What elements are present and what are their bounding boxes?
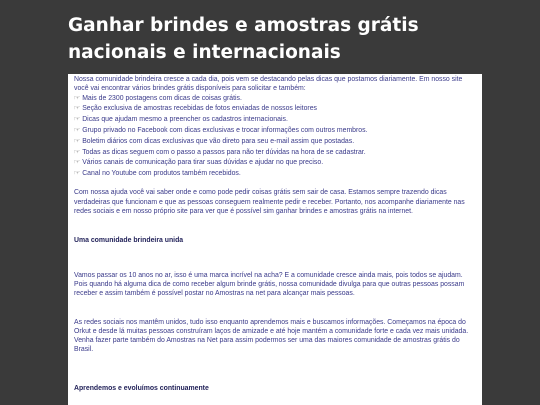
list-item bbox=[74, 126, 476, 135]
page-title: Ganhar brindes e amostras grátis nacionais e internacionais bbox=[68, 15, 419, 63]
pointing-hand-icon: ☞ bbox=[74, 104, 81, 113]
pointing-hand-icon: ☞ bbox=[74, 169, 81, 178]
paragraph-2: Com nossa ajuda você vai saber onde e como pode pedir coisas grátis sem sair de casa. Estamos sempre trazendo dicas verdadeiras que funcionam e que as pessoas conseguem realmente pedir e receber. Portanto, nos acompanhe diariamente nas redes sociais e em nosso próprio site para ver que é possível sim ganhar brindes e amostras grátis na internet. bbox=[74, 189, 465, 216]
section-heading-2: Aprendemos e evoluímos continuamente bbox=[74, 384, 209, 392]
pointing-hand-icon: ☞ bbox=[74, 93, 81, 102]
article-content bbox=[68, 74, 482, 405]
features-list bbox=[74, 94, 476, 179]
pointing-hand-icon: ☞ bbox=[74, 158, 81, 167]
paragraph-4: As redes sociais nos mantêm unidos, tudo isso enquanto aprendemos mais e buscamos informações. Começamos na época do Orkut e desde lá muitas pessoas construíram laços de amizade e até hoje mantém a comunidade forte e cada vez mais unidada. Venha fazer parte também do Amostras na Net para assim podermos ser uma das maiores comunidade de amostras grátis do Brasil. bbox=[74, 318, 469, 354]
list-item-text: Canal no Youtube com produtos também recebidos. bbox=[82, 170, 241, 178]
list-item-text: Dicas que ajudam mesmo a preencher os cadastros internacionais. bbox=[82, 116, 288, 124]
pointing-hand-icon: ☞ bbox=[74, 125, 81, 134]
list-item bbox=[74, 148, 476, 157]
list-item-text: Grupo privado no Facebook com dicas exclusivas e trocar informações com outros membros. bbox=[82, 126, 368, 134]
pointing-hand-icon: ☞ bbox=[74, 147, 81, 156]
list-item bbox=[74, 169, 476, 178]
list-item-text: Vários canais de comunicação para tirar suas dúvidas e ajudar no que preciso. bbox=[82, 159, 324, 167]
list-item-text: Todas as dicas seguem com o passo a passos para não ter dúvidas na hora de se cadastrar. bbox=[82, 148, 366, 156]
list-item bbox=[74, 158, 476, 167]
pointing-hand-icon: ☞ bbox=[74, 115, 81, 124]
list-item bbox=[74, 94, 476, 103]
list-item-text: Mais de 2300 postagens com dicas de coisas grátis. bbox=[82, 94, 242, 102]
paragraph-3: Vamos passar os 10 anos no ar, isso é uma marca incrível na acha? E a comunidade cresce ainda mais, pois todos se ajudam. Pois quando há alguma dica de como receber algum brinde grátis, nossa comunidade divulga para que outras pessoas possam receber e assim também é possível postar no Amostras na net para alcançar mais pessoas. bbox=[74, 271, 465, 298]
list-item-text: Seção exclusiva de amostras recebidas de fotos enviadas de nossos leitores bbox=[82, 105, 317, 113]
intro-paragraph: Nossa comunidade brindeira cresce a cada dia, pois vem se destacando pelas dicas que postamos diariamente. Em nosso site você vai encontrar vários brindes grátis disponíveis para solicitar e também: bbox=[74, 76, 463, 93]
list-item bbox=[74, 104, 476, 113]
list-item-text: Boletim diários com dicas exclusivas que vão direto para seu e-mail assim que postadas. bbox=[82, 137, 355, 145]
section-heading-1: Uma comunidade brindeira unida bbox=[74, 237, 184, 245]
list-item bbox=[74, 115, 476, 124]
pointing-hand-icon: ☞ bbox=[74, 136, 81, 145]
list-item bbox=[74, 137, 476, 146]
